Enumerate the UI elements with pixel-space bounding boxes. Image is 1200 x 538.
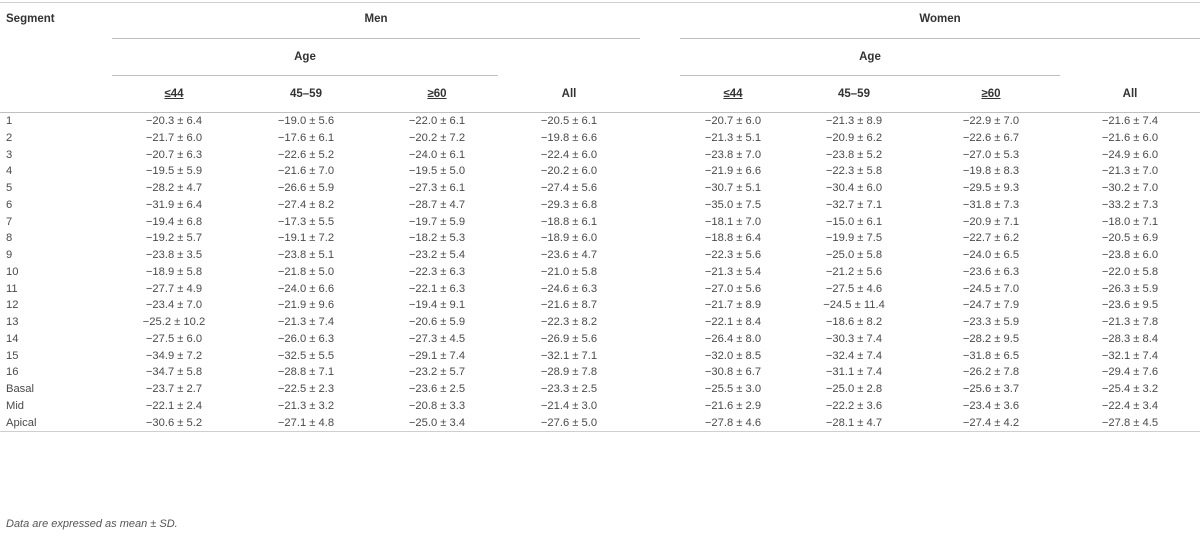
men-value-cell: −21.3 ± 7.4: [277, 316, 335, 328]
men-value-cell: −23.4 ± 7.0: [145, 299, 203, 312]
women-value-cell: −32.4 ± 7.4: [825, 349, 883, 362]
women-value-cell: −25.5 ± 3.0: [704, 383, 762, 395]
women-value-cell: −25.6 ± 3.7: [962, 383, 1020, 395]
men-value-cell: −19.4 ± 9.1: [408, 299, 466, 312]
men-value-cell: −18.8 ± 6.1: [540, 215, 598, 228]
women-value-cell: −15.0 ± 6.1: [825, 215, 883, 228]
women-value-cell: −32.1 ± 7.4: [1101, 349, 1159, 362]
segment-cell: Apical: [0, 415, 112, 432]
header-spacer: [640, 76, 680, 113]
women-value-cell: −29.5 ± 9.3: [962, 182, 1020, 194]
segment-cell: 5: [6, 182, 13, 194]
header-men-age-2: 45–59: [236, 76, 376, 113]
women-value-cell: −21.7 ± 8.9: [704, 299, 762, 312]
women-value-cell: −25.0 ± 5.8: [825, 249, 883, 261]
segment-cell: 9: [6, 249, 13, 261]
men-value-cell: −21.9 ± 9.6: [277, 299, 335, 312]
women-value-cell: −24.9 ± 6.0: [1101, 148, 1159, 161]
women-value-cell: −26.3 ± 5.9: [1101, 282, 1159, 295]
women-value-cell: −23.3 ± 5.9: [962, 316, 1020, 328]
men-value-cell: −22.0 ± 6.1: [408, 115, 466, 127]
gap-cell: [640, 230, 680, 247]
men-value-cell: −19.0 ± 5.6: [277, 115, 335, 127]
men-value-cell: −21.6 ± 8.7: [540, 299, 598, 312]
segment-cell: Mid: [6, 399, 25, 412]
table-row: [0, 281, 1200, 298]
segment-cell: 13: [6, 316, 19, 328]
men-value-cell: −27.7 ± 4.9: [145, 282, 203, 295]
men-value-cell: −29.3 ± 6.8: [540, 198, 598, 211]
men-value-cell: −21.6 ± 7.0: [277, 165, 335, 178]
header-men: Men: [112, 3, 640, 39]
women-value-cell: −33.2 ± 7.3: [1101, 198, 1159, 211]
women-value-cell: −20.7 ± 6.0: [704, 115, 762, 127]
women-value-cell: −27.8 ± 4.6: [680, 415, 786, 432]
women-value-cell: −21.3 ± 5.1: [704, 131, 762, 144]
header-women-age-2: 45–59: [786, 76, 922, 113]
men-value-cell: −19.5 ± 5.0: [408, 165, 466, 178]
men-value-cell: −27.1 ± 4.8: [236, 415, 376, 432]
header-men-all: All: [498, 76, 640, 113]
women-value-cell: −28.2 ± 9.5: [962, 332, 1020, 345]
men-value-cell: −19.1 ± 7.2: [277, 232, 335, 245]
segment-cell: 3: [6, 148, 13, 161]
women-value-cell: −23.6 ± 6.3: [962, 265, 1020, 278]
women-value-cell: −23.8 ± 5.2: [825, 148, 883, 161]
table-row: [0, 331, 1200, 348]
men-value-cell: −25.0 ± 3.4: [376, 415, 498, 432]
table-row: [0, 147, 1200, 164]
data-table: [0, 2, 1200, 432]
men-value-cell: −20.6 ± 5.9: [408, 316, 466, 328]
women-value-cell: −22.3 ± 5.6: [704, 249, 762, 261]
men-value-cell: −28.7 ± 4.7: [408, 198, 466, 211]
table-row: [0, 113, 1200, 130]
header-gap: [640, 3, 680, 39]
men-value-cell: −27.4 ± 8.2: [277, 198, 335, 211]
gap-cell: [640, 348, 680, 365]
gap-cell: [640, 331, 680, 348]
women-value-cell: −27.0 ± 5.6: [704, 282, 762, 295]
women-value-cell: −27.4 ± 4.2: [922, 415, 1060, 432]
gap-cell: [640, 113, 680, 130]
men-value-cell: −25.2 ± 10.2: [142, 316, 206, 328]
women-value-cell: −24.7 ± 7.9: [962, 299, 1020, 312]
women-value-cell: −26.4 ± 8.0: [704, 332, 762, 345]
header-spacer: [1060, 39, 1200, 76]
table-row: [0, 415, 1200, 432]
women-value-cell: −21.3 ± 5.4: [704, 265, 762, 278]
women-value-cell: −30.4 ± 6.0: [825, 182, 883, 194]
table-row: [0, 247, 1200, 264]
women-value-cell: −21.2 ± 5.6: [825, 265, 883, 278]
table-row: [0, 130, 1200, 147]
women-value-cell: −31.8 ± 6.5: [962, 349, 1020, 362]
women-value-cell: −26.2 ± 7.8: [962, 366, 1020, 379]
men-value-cell: −19.5 ± 5.9: [145, 165, 203, 178]
men-value-cell: −27.3 ± 6.1: [408, 182, 466, 194]
men-value-cell: −24.6 ± 6.3: [540, 282, 598, 295]
men-value-cell: −22.3 ± 8.2: [540, 316, 598, 328]
header-men-age-1: ≤44: [112, 76, 236, 113]
women-value-cell: −22.9 ± 7.0: [962, 115, 1020, 127]
men-value-cell: −22.6 ± 5.2: [277, 148, 335, 161]
women-value-cell: −27.5 ± 4.6: [825, 282, 883, 295]
women-value-cell: −32.7 ± 7.1: [825, 198, 883, 211]
men-value-cell: −23.6 ± 2.5: [408, 383, 466, 395]
women-value-cell: −31.8 ± 7.3: [962, 198, 1020, 211]
men-value-cell: −23.2 ± 5.4: [408, 249, 466, 261]
table-footnote: Data are expressed as mean ± SD.: [6, 518, 178, 530]
women-value-cell: −18.6 ± 8.2: [825, 316, 883, 328]
segment-cell: 8: [6, 232, 13, 245]
header-women-all: All: [1060, 76, 1200, 113]
women-value-cell: −22.3 ± 5.8: [825, 165, 883, 178]
header-women-age-3: ≥60: [922, 76, 1060, 113]
table-body: [0, 113, 1200, 432]
segment-cell: 10: [6, 265, 19, 278]
men-value-cell: −20.8 ± 3.3: [408, 399, 466, 412]
segment-cell: 4: [6, 165, 13, 178]
segment-cell: 2: [6, 131, 13, 144]
women-value-cell: −19.9 ± 7.5: [825, 232, 883, 245]
header-spacer: [0, 39, 112, 76]
men-value-cell: −18.9 ± 5.8: [145, 265, 203, 278]
men-value-cell: −19.8 ± 6.6: [540, 131, 598, 144]
women-value-cell: −22.0 ± 5.8: [1101, 265, 1159, 278]
men-value-cell: −28.8 ± 7.1: [277, 366, 335, 379]
gap-cell: [640, 281, 680, 298]
women-value-cell: −18.0 ± 7.1: [1101, 215, 1159, 228]
men-value-cell: −31.9 ± 6.4: [145, 198, 203, 211]
women-value-cell: −23.4 ± 3.6: [962, 399, 1020, 412]
men-value-cell: −21.0 ± 5.8: [540, 265, 598, 278]
gap-cell: [640, 163, 680, 180]
women-value-cell: −35.0 ± 7.5: [704, 198, 762, 211]
women-value-cell: −28.1 ± 4.7: [786, 415, 922, 432]
table-row: [0, 214, 1200, 231]
gap-cell: [640, 364, 680, 381]
men-value-cell: −26.6 ± 5.9: [277, 182, 335, 194]
header-women-age: Age: [680, 39, 1060, 76]
men-value-cell: −20.2 ± 7.2: [408, 131, 466, 144]
men-value-cell: −34.7 ± 5.8: [145, 366, 203, 379]
men-value-cell: −27.6 ± 5.0: [498, 415, 640, 432]
women-value-cell: −18.1 ± 7.0: [704, 215, 762, 228]
gap-cell: [640, 180, 680, 197]
women-value-cell: −23.8 ± 7.0: [704, 148, 762, 161]
table-row: [0, 163, 1200, 180]
men-value-cell: −21.8 ± 5.0: [277, 265, 335, 278]
men-value-cell: −29.1 ± 7.4: [408, 349, 466, 362]
men-value-cell: −17.6 ± 6.1: [277, 131, 335, 144]
men-value-cell: −19.7 ± 5.9: [408, 215, 466, 228]
gap-cell: [640, 381, 680, 398]
gap-cell: [640, 130, 680, 147]
men-value-cell: −18.2 ± 5.3: [408, 232, 466, 245]
men-value-cell: −24.0 ± 6.1: [408, 148, 466, 161]
women-value-cell: −23.8 ± 6.0: [1101, 249, 1159, 261]
women-value-cell: −24.0 ± 6.5: [962, 249, 1020, 261]
header-men-age: Age: [112, 39, 498, 76]
women-value-cell: −24.5 ± 11.4: [823, 299, 885, 312]
men-value-cell: −20.3 ± 6.4: [145, 115, 203, 127]
men-value-cell: −19.4 ± 6.8: [145, 215, 203, 228]
gap-cell: [640, 314, 680, 331]
women-value-cell: −30.8 ± 6.7: [704, 366, 762, 379]
women-value-cell: −20.5 ± 6.9: [1101, 232, 1159, 245]
segment-cell: 11: [6, 282, 18, 295]
segment-cell: 15: [6, 349, 19, 362]
table-row: [0, 398, 1200, 415]
women-value-cell: −21.6 ± 6.0: [1101, 131, 1159, 144]
men-value-cell: −24.0 ± 6.6: [277, 282, 335, 295]
women-value-cell: −22.4 ± 3.4: [1101, 399, 1159, 412]
women-value-cell: −22.6 ± 6.7: [962, 131, 1020, 144]
table-row: [0, 381, 1200, 398]
men-value-cell: −26.0 ± 6.3: [277, 332, 335, 345]
men-value-cell: −27.4 ± 5.6: [540, 182, 598, 194]
table-row: [0, 297, 1200, 314]
men-value-cell: −17.3 ± 5.5: [277, 215, 335, 228]
table-row: [0, 364, 1200, 381]
segment-cell: 1: [6, 115, 13, 127]
women-value-cell: −27.8 ± 4.5: [1060, 415, 1200, 432]
women-value-cell: −21.3 ± 7.8: [1101, 316, 1159, 328]
women-value-cell: −24.5 ± 7.0: [962, 282, 1020, 295]
men-value-cell: −23.7 ± 2.7: [145, 383, 203, 395]
women-value-cell: −30.3 ± 7.4: [825, 332, 883, 345]
table-row: [0, 264, 1200, 281]
table-row: [0, 197, 1200, 214]
segment-cell: 14: [6, 332, 19, 345]
men-value-cell: −28.9 ± 7.8: [540, 366, 598, 379]
men-value-cell: −22.4 ± 6.0: [540, 148, 598, 161]
women-value-cell: −22.1 ± 8.4: [704, 316, 762, 328]
gap-cell: [640, 398, 680, 415]
gap-cell: [640, 264, 680, 281]
men-value-cell: −28.2 ± 4.7: [145, 182, 203, 194]
men-value-cell: −20.5 ± 6.1: [540, 115, 598, 127]
header-spacer: [640, 39, 680, 76]
men-value-cell: −23.6 ± 4.7: [540, 249, 598, 261]
gap-cell: [640, 415, 680, 432]
table-row: [0, 180, 1200, 197]
table-row: [0, 314, 1200, 331]
men-value-cell: −27.5 ± 6.0: [145, 332, 203, 345]
women-value-cell: −19.8 ± 8.3: [962, 165, 1020, 178]
men-value-cell: −22.5 ± 2.3: [277, 383, 335, 395]
header-women: Women: [680, 3, 1200, 39]
women-value-cell: −25.4 ± 3.2: [1101, 383, 1159, 395]
gap-cell: [640, 297, 680, 314]
men-value-cell: −20.7 ± 6.3: [145, 148, 203, 161]
women-value-cell: −32.0 ± 8.5: [704, 349, 762, 362]
men-value-cell: −21.7 ± 6.0: [145, 131, 203, 144]
women-value-cell: −21.3 ± 8.9: [825, 115, 883, 127]
men-value-cell: −22.1 ± 6.3: [408, 282, 466, 295]
men-value-cell: −34.9 ± 7.2: [145, 349, 203, 362]
gap-cell: [640, 147, 680, 164]
women-value-cell: −18.8 ± 6.4: [704, 232, 762, 245]
gap-cell: [640, 214, 680, 231]
gap-cell: [640, 247, 680, 264]
men-value-cell: −22.3 ± 6.3: [408, 265, 466, 278]
women-value-cell: −20.9 ± 6.2: [825, 131, 883, 144]
men-value-cell: −22.1 ± 2.4: [145, 399, 203, 412]
women-value-cell: −31.1 ± 7.4: [825, 366, 883, 379]
segment-cell: 6: [6, 198, 13, 211]
header-women-age-1: ≤44: [680, 76, 786, 113]
men-value-cell: −23.3 ± 2.5: [540, 383, 598, 395]
men-value-cell: −23.8 ± 5.1: [277, 249, 335, 261]
men-value-cell: −26.9 ± 5.6: [540, 332, 598, 345]
women-value-cell: −21.6 ± 7.4: [1101, 115, 1159, 127]
men-value-cell: −21.3 ± 3.2: [277, 399, 335, 412]
men-value-cell: −32.5 ± 5.5: [277, 349, 335, 362]
header-spacer: [0, 76, 112, 113]
women-value-cell: −23.6 ± 9.5: [1101, 299, 1159, 312]
women-value-cell: −22.7 ± 6.2: [962, 232, 1020, 245]
gap-cell: [640, 197, 680, 214]
men-value-cell: −23.2 ± 5.7: [408, 366, 466, 379]
men-value-cell: −18.9 ± 6.0: [540, 232, 598, 245]
men-value-cell: −20.2 ± 6.0: [540, 165, 598, 178]
men-value-cell: −19.2 ± 5.7: [145, 232, 203, 245]
women-value-cell: −30.2 ± 7.0: [1101, 182, 1159, 194]
men-value-cell: −27.3 ± 4.5: [408, 332, 466, 345]
women-value-cell: −22.2 ± 3.6: [825, 399, 883, 412]
women-value-cell: −28.3 ± 8.4: [1101, 332, 1159, 345]
men-value-cell: −23.8 ± 3.5: [145, 249, 203, 261]
segment-cell: 7: [6, 215, 13, 228]
men-value-cell: −32.1 ± 7.1: [540, 349, 598, 362]
segment-cell: 16: [6, 366, 19, 379]
women-value-cell: −21.9 ± 6.6: [704, 165, 762, 178]
women-value-cell: −21.3 ± 7.0: [1101, 165, 1159, 178]
men-value-cell: −21.4 ± 3.0: [540, 399, 598, 412]
women-value-cell: −27.0 ± 5.3: [962, 148, 1020, 161]
header-men-age-3: ≥60: [376, 76, 498, 113]
segment-cell: 12: [6, 299, 19, 312]
women-value-cell: −30.7 ± 5.1: [704, 182, 762, 194]
men-value-cell: −30.6 ± 5.2: [112, 415, 236, 432]
table-row: [0, 348, 1200, 365]
table-row: [0, 230, 1200, 247]
women-value-cell: −25.0 ± 2.8: [825, 383, 883, 395]
women-value-cell: −21.6 ± 2.9: [704, 399, 762, 412]
header-spacer: [498, 39, 640, 76]
header-segment: Segment: [0, 3, 112, 39]
women-value-cell: −29.4 ± 7.6: [1101, 366, 1159, 379]
women-value-cell: −20.9 ± 7.1: [962, 215, 1020, 228]
segment-cell: Basal: [6, 383, 34, 395]
